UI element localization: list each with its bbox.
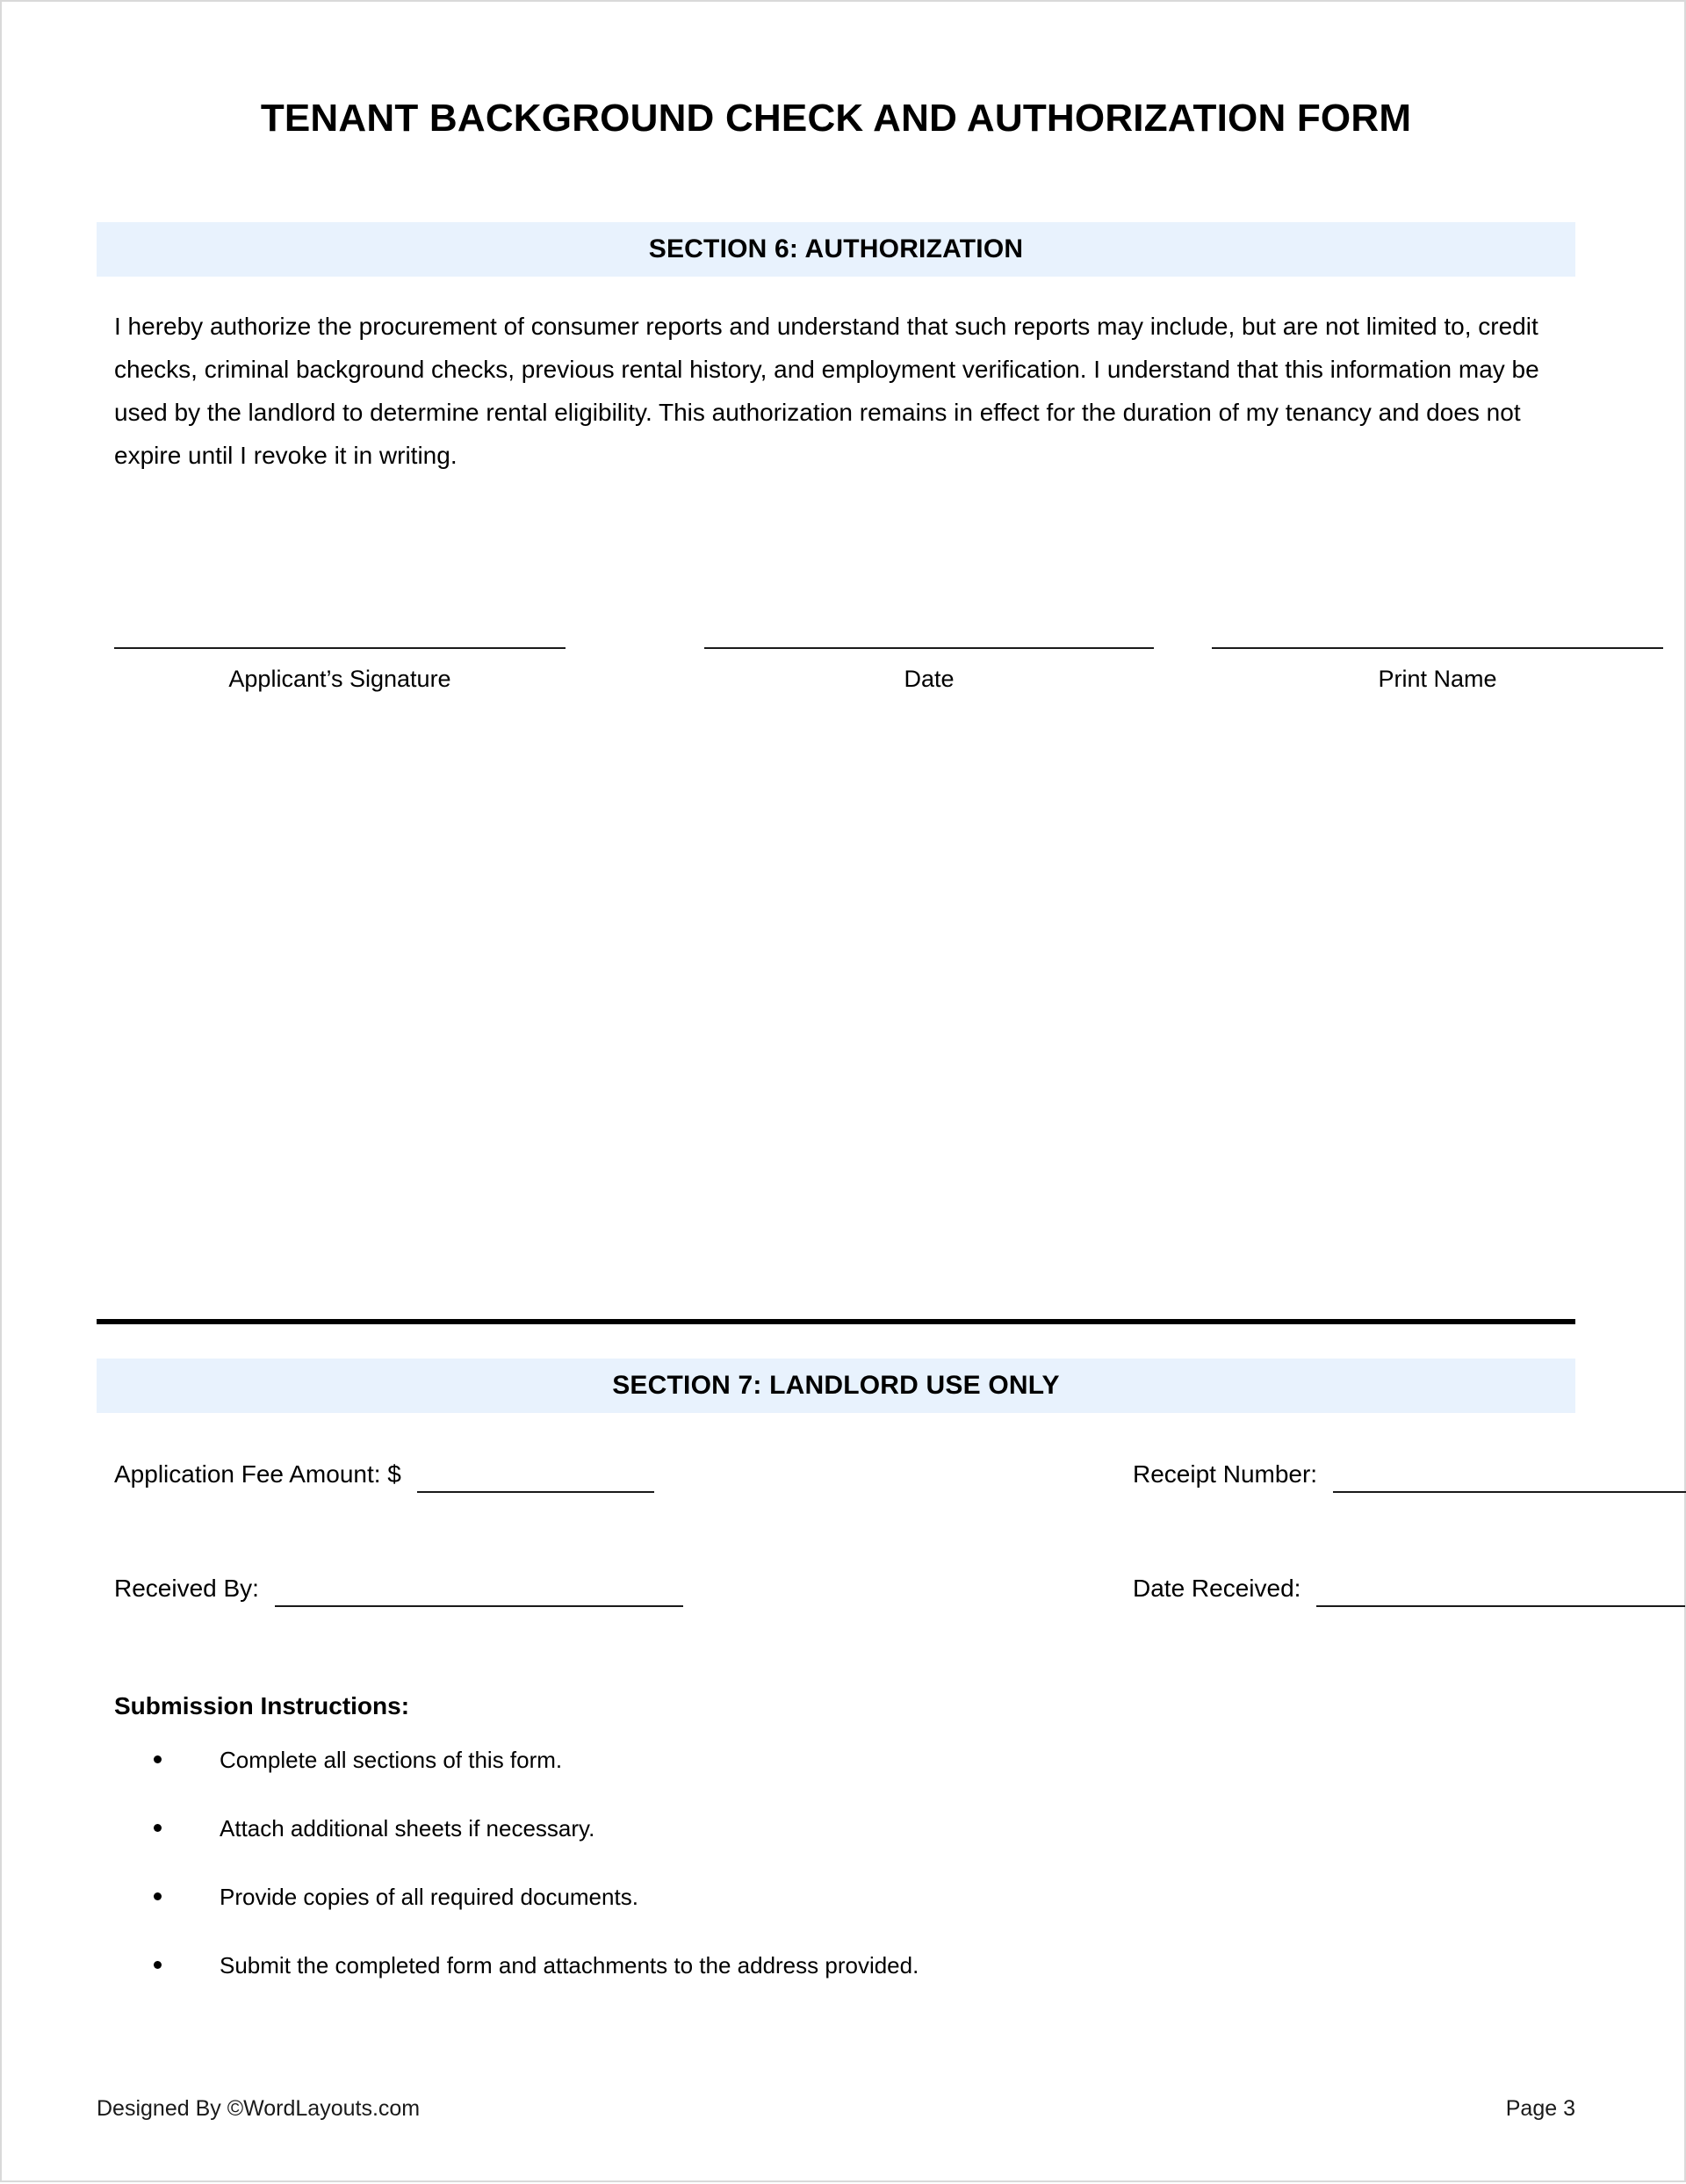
section-7-heading-text: SECTION 7: LANDLORD USE ONLY <box>612 1371 1060 1400</box>
date-received-label: Date Received: <box>1133 1575 1301 1602</box>
receipt-number-input[interactable] <box>1333 1461 1686 1493</box>
section-divider <box>97 1319 1575 1324</box>
list-item-text: Attach additional sheets if necessary. <box>220 1815 595 1842</box>
print-name-field[interactable] <box>1212 647 1663 695</box>
page-footer <box>97 2096 1575 2131</box>
list-item <box>114 1950 1519 1980</box>
list-item <box>114 1813 1519 1843</box>
signature-row <box>97 647 1575 744</box>
print-name-label: Print Name <box>1378 666 1497 692</box>
date-received-field[interactable] <box>1133 1574 1685 1607</box>
applicant-signature-label: Applicant’s Signature <box>228 666 451 692</box>
print-name-line[interactable] <box>1212 647 1663 649</box>
list-item-text: Submit the completed form and attachments to the address provided. <box>220 1952 919 1979</box>
receipt-number-label: Receipt Number: <box>1133 1460 1318 1488</box>
bullet-icon <box>154 1892 162 1900</box>
section-6-heading-text: SECTION 6: AUTHORIZATION <box>648 234 1024 263</box>
application-fee-input[interactable] <box>417 1461 654 1493</box>
applicant-signature-line[interactable] <box>114 647 566 649</box>
list-item <box>114 1745 1519 1775</box>
received-by-label: Received By: <box>114 1575 259 1602</box>
applicant-signature-field[interactable] <box>114 647 566 695</box>
signature-date-label: Date <box>904 666 955 692</box>
submission-instructions-list <box>114 1745 1519 2019</box>
bullet-icon <box>154 1755 162 1763</box>
received-by-input[interactable] <box>275 1575 683 1607</box>
list-item-text: Complete all sections of this form. <box>220 1747 563 1773</box>
section-6-header <box>97 222 1575 277</box>
received-by-field[interactable] <box>114 1574 683 1607</box>
landlord-field-row-2 <box>97 1574 1575 1626</box>
list-item <box>114 1882 1519 1912</box>
application-fee-field[interactable] <box>114 1460 654 1493</box>
page-title: TENANT BACKGROUND CHECK AND AUTHORIZATION FORM <box>260 97 1412 140</box>
landlord-field-row-1 <box>97 1460 1575 1512</box>
signature-date-line[interactable] <box>704 647 1154 649</box>
footer-page-number: Page 3 <box>1505 2096 1575 2121</box>
authorization-paragraph: I hereby authorize the procurement of consumer reports and understand that such reports may include, but are not limited to, credit checks, criminal background checks, previous rental history, and employment verification. I understand that this information may be used by the landlord to determine rental eligibility. This authorization remains in effect for the duration of my tenancy and does not expire until I revoke it in writing. <box>114 313 1539 469</box>
bullet-icon <box>154 1961 162 1969</box>
bullet-icon <box>154 1824 162 1832</box>
footer-designed-by: Designed By ©WordLayouts.com <box>97 2096 421 2121</box>
page-content <box>97 2 1575 2184</box>
submission-instructions-heading: Submission Instructions: <box>114 1692 410 1719</box>
date-received-input[interactable] <box>1316 1575 1685 1607</box>
signature-date-field[interactable] <box>704 647 1154 695</box>
section-7-header <box>97 1359 1575 1413</box>
receipt-number-field[interactable] <box>1133 1460 1686 1493</box>
application-fee-label: Application Fee Amount: $ <box>114 1460 401 1488</box>
list-item-text: Provide copies of all required documents. <box>220 1884 638 1910</box>
